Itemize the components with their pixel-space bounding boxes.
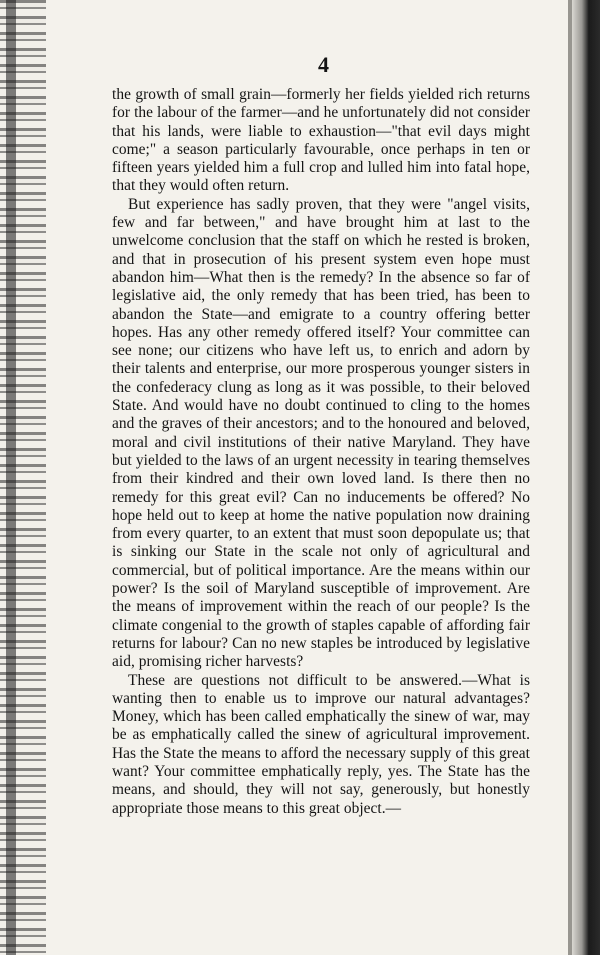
- paragraph-3: These are questions not difficult to be answered.—What is wanting then to enable us to improve our natural advantages? Money, which has been called emphatically the sinew of war, may be as emphatically called the sinew of agricultural improvement. Has the State the means to afford the necessary supply of this great want? Your committee emphatically reply, yes. The State has the means, and should, they will not say, generously, but honestly appropriate those means to this great object.—: [112, 671, 530, 817]
- left-binding-edge: [6, 0, 16, 955]
- right-binding-shadow: [572, 0, 600, 955]
- paragraph-2: But experience has sadly proven, that they were "angel visits, few and far between," and have brought him at last to the unwelcome conclusion that the staff on which he rested is broken, and that in prosecution of his present system even hope must abandon him—What then is the remedy? In the absence so far of legislative aid, the only remedy that has been tried, has been to abandon the State—and emigrate to a country offering better hopes. Has any other remedy offered itself? Your committee can see none; our citizens who have left us, to enrich and adorn by their talents and enterprise, our more prosperous younger sisters in the confederacy clung as long as it was possible, to their beloved State. And would have no doubt continued to cling to the homes and the graves of their ancestors; and to the honoured and beloved, moral and civil institutions of their native Maryland. They have but yielded to the laws of an urgent necessity in tearing themselves from their kindred and their own loved land. Is there then no remedy for this great evil? Can no inducements be offered? No hope held out to keep at home the native population now draining from every quarter, to an extent that must soon depopulate us; that is sinking our State in the scale not only of agricultural and commercial, but of political importance. Are the means within our power? Is the soil of Maryland susceptible of improvement. Are the means of improvement within the reach of our people? Is the climate congenial to the growth of staples capable of affording fair returns for labour? Can no new staples be introduced by legislative aid, promising richer harvests?: [112, 195, 530, 671]
- paragraph-1: the growth of small grain—formerly her fields yielded rich returns for the labour of the farmer—and he unfortunately did not consider that his lands, were liable to exhaustion—"that evil days might come;" a season particularly favourable, once perhaps in ten or fifteen years yielded him a full crop and lulled him into fatal hope, that they would often return.: [112, 86, 530, 195]
- page-number: 4: [318, 52, 329, 77]
- body-text: [112, 86, 530, 818]
